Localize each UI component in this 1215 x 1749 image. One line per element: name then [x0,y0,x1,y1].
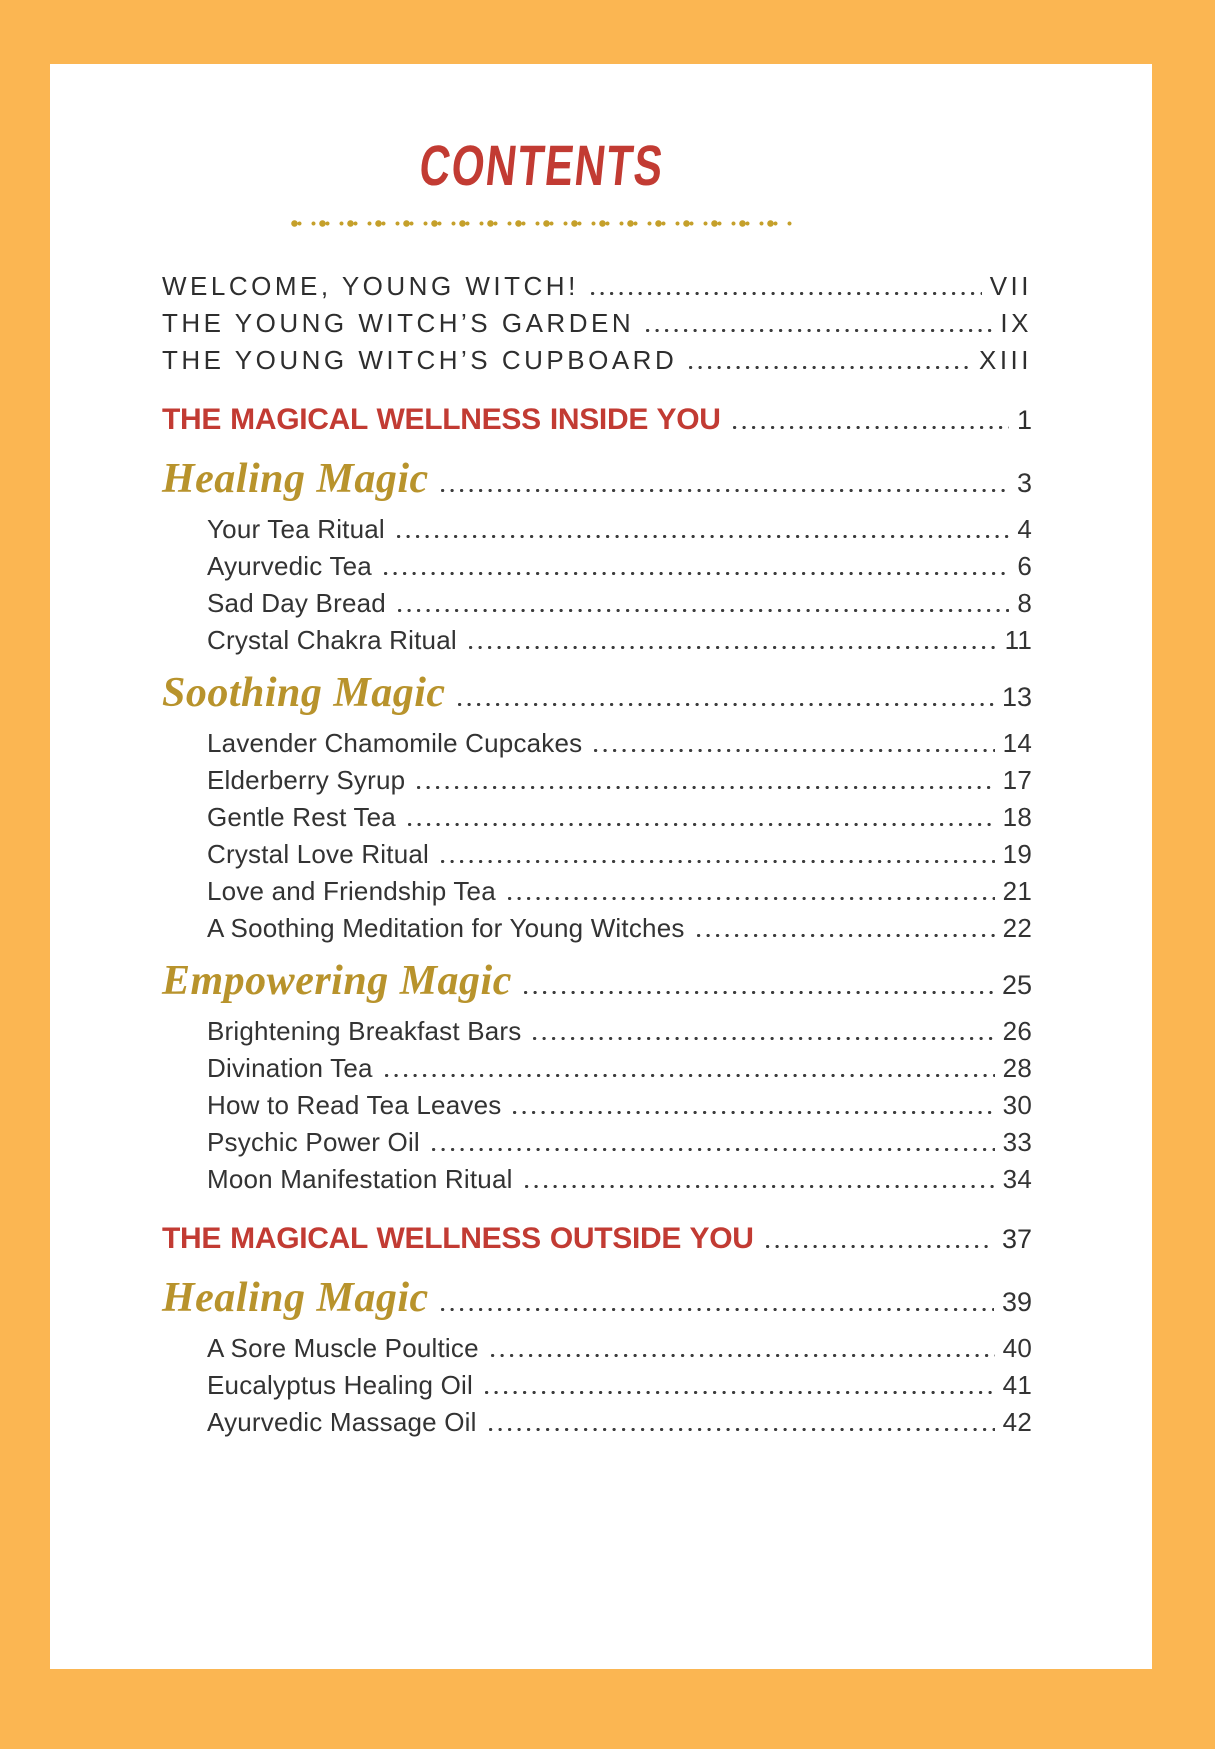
toc-entry [162,268,1032,305]
toc-entry-label: THE YOUNG WITCH’S GARDEN [162,308,635,338]
group-entries [162,725,1032,947]
group-heading-label: Soothing Magic [162,670,446,716]
toc-entry [162,910,1032,947]
dot-leader [508,897,995,900]
toc-entry-label: A Sore Muscle Poultice [207,1333,479,1363]
toc-entry [162,305,1032,342]
part-heading [162,395,1032,445]
toc-entry-page: 21 [1002,876,1032,906]
group-heading-page: 13 [1001,682,1032,712]
toc-entry-label: Sad Day Bread [207,588,386,618]
toc-entry-page: 41 [1002,1370,1032,1400]
group-heading [162,453,1032,509]
group-entries [162,1013,1032,1198]
toc-part [162,1214,1032,1441]
group-heading-page: 3 [1016,468,1032,498]
group-heading-page: 25 [1001,970,1032,1000]
toc-part [162,395,1032,1198]
toc-entry-label: Divination Tea [207,1053,373,1083]
toc-entry-label: Psychic Power Oil [207,1127,420,1157]
toc-entry-label: Crystal Chakra Ritual [207,625,457,655]
dot-leader [594,749,994,752]
toc-entry [162,762,1032,799]
dot-leader [646,329,992,332]
dot-leader [441,860,995,863]
toc-entry [162,511,1032,548]
dot-leader [591,292,982,295]
group-heading [162,1272,1032,1328]
dot-leader [524,991,994,994]
toc-entry [162,342,1032,379]
toc-entry-page: 18 [1002,802,1032,832]
toc-entry-page: 14 [1002,728,1032,758]
toc-group [162,955,1032,1198]
dot-leader [689,366,971,369]
front-matter-list [162,268,1032,379]
toc-entry-label: Moon Manifestation Ritual [207,1164,513,1194]
toc-entry-label: A Soothing Meditation for Young Witches [207,913,685,943]
toc-entry [162,1161,1032,1198]
dot-leader [408,823,995,826]
toc-entry-page: 19 [1002,839,1032,869]
toc-entry-label: Lavender Chamomile Cupcakes [207,728,583,758]
toc-entry [162,585,1032,622]
toc-entry [162,799,1032,836]
toc-entry [162,836,1032,873]
dot-leader [441,489,1009,492]
toc-group [162,667,1032,947]
dot-leader [733,426,1009,429]
toc-entry-page: 11 [1004,625,1032,655]
dot-leader [469,646,997,649]
dot-leader [417,786,994,789]
group-heading [162,667,1032,723]
toc-entry-page: 42 [1002,1407,1032,1437]
toc-group [162,1272,1032,1441]
toc-entry [162,1124,1032,1161]
toc-entry-page: IX [1000,308,1032,338]
dot-leader [397,535,1009,538]
toc-entry-page: XIII [978,345,1032,375]
toc-entry-page: 8 [1017,588,1032,618]
toc-entry-label: Gentle Rest Tea [207,802,396,832]
book-page [50,64,1152,1669]
toc-entry-label: Your Tea Ritual [207,514,385,544]
page-title: CONTENTS [416,134,668,198]
toc-entry [162,1013,1032,1050]
dot-leader [513,1111,994,1114]
dotted-ornament [290,219,795,228]
toc-header [107,134,977,228]
group-heading [162,955,1032,1011]
dot-leader [432,1148,995,1151]
toc-entry-page: 26 [1002,1016,1032,1046]
toc-entry-page: 22 [1002,913,1032,943]
dot-leader [489,1428,995,1431]
toc-entry-label: WELCOME, YOUNG WITCH! [162,271,579,301]
toc-group [162,453,1032,659]
toc-entry-label: Ayurvedic Massage Oil [207,1407,477,1437]
group-heading-page: 39 [1001,1287,1032,1317]
group-heading-label: Empowering Magic [162,958,512,1004]
toc-entry-page: 28 [1002,1053,1032,1083]
toc-entry-label: How to Read Tea Leaves [207,1090,502,1120]
toc-entry [162,1050,1032,1087]
toc-entry-label: Eucalyptus Healing Oil [207,1370,473,1400]
dot-leader [533,1037,994,1040]
dot-leader [398,609,1009,612]
toc-entry-label: Brightening Breakfast Bars [207,1016,522,1046]
toc-entry-page: VII [989,271,1032,301]
dot-leader [458,703,994,706]
part-heading-page: 1 [1016,405,1032,435]
group-heading-label: Healing Magic [162,1275,429,1321]
toc-entry [162,548,1032,585]
part-heading [162,1214,1032,1264]
toc-entry [162,1404,1032,1441]
toc-entry [162,622,1032,659]
toc-entry [162,873,1032,910]
toc-entry-page: 34 [1002,1164,1032,1194]
part-heading-label: THE MAGICAL WELLNESS OUTSIDE YOU [162,1222,754,1255]
toc-entry [162,1367,1032,1404]
toc-entry-page: 4 [1017,514,1032,544]
toc-entry-label: Crystal Love Ritual [207,839,429,869]
toc-entry-page: 30 [1002,1090,1032,1120]
part-heading-page: 37 [1001,1224,1032,1254]
group-entries [162,1330,1032,1441]
dot-leader [697,934,995,937]
toc-entry-page: 6 [1017,551,1032,581]
toc-entry [162,1087,1032,1124]
dot-leader [441,1308,994,1311]
dot-leader [766,1245,994,1248]
toc-entry-label: THE YOUNG WITCH’S CUPBOARD [162,345,678,375]
toc-entry-label: Elderberry Syrup [207,765,406,795]
toc-entry [162,1330,1032,1367]
dot-leader [485,1391,995,1394]
dot-leader [525,1185,995,1188]
toc-entry-page: 40 [1002,1333,1032,1363]
toc-entry-page: 33 [1002,1127,1032,1157]
toc-entry-label: Love and Friendship Tea [207,876,496,906]
dot-leader [384,572,1009,575]
part-heading-label: THE MAGICAL WELLNESS INSIDE YOU [162,403,721,436]
dot-leader [491,1354,995,1357]
toc-entry-page: 17 [1002,765,1032,795]
toc-entry [162,725,1032,762]
group-entries [162,511,1032,659]
group-heading-label: Healing Magic [162,456,429,502]
dot-leader [385,1074,995,1077]
toc-entry-label: Ayurvedic Tea [207,551,372,581]
